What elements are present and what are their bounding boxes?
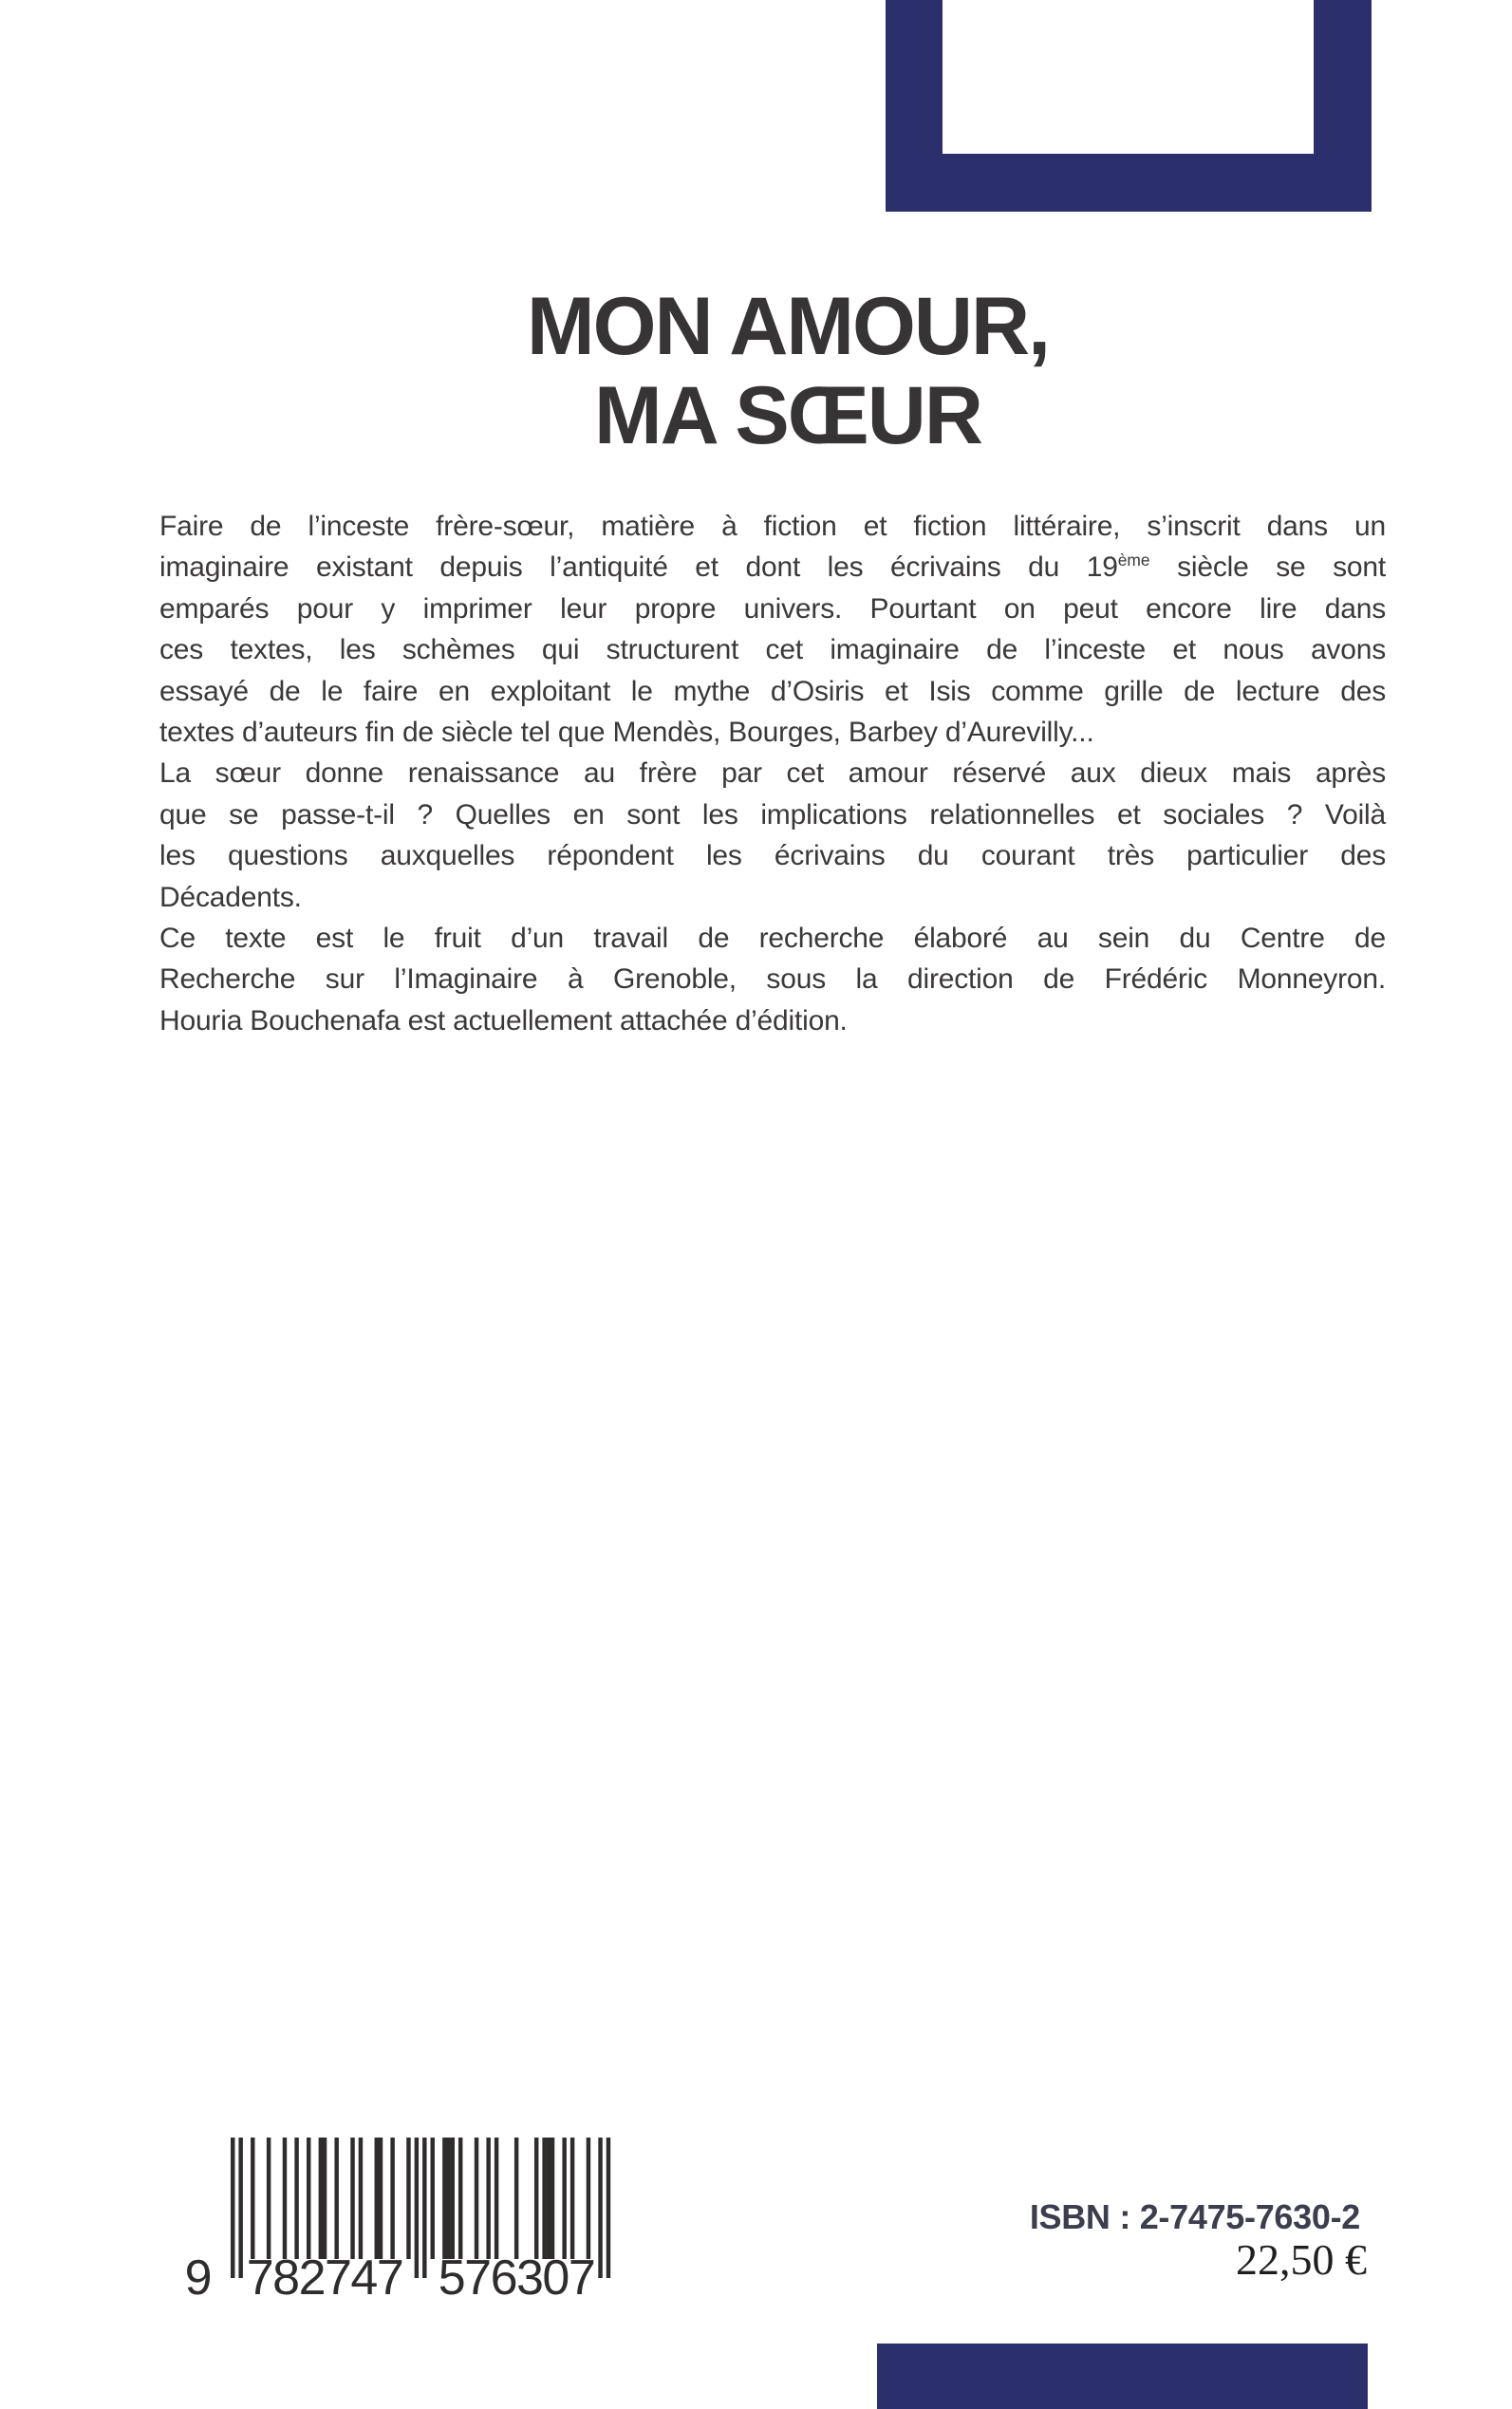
synopsis-line: que se passe-t-il ? Quelles en sont les implications relationnelles et sociales ? Voilà xyxy=(159,798,1386,831)
barcode-bar xyxy=(547,2138,551,2259)
barcode-lead-digit: 9 xyxy=(184,2250,211,2306)
barcode-bar xyxy=(542,2138,546,2259)
barcode-bar xyxy=(406,2138,410,2259)
barcode-bar xyxy=(534,2138,538,2259)
synopsis-line: Recherche sur l’Imaginaire à Grenoble, sous la direction de Frédéric Monneyron. xyxy=(159,963,1386,996)
barcode-bar xyxy=(415,2138,419,2278)
barcode-bar xyxy=(267,2138,271,2259)
synopsis-line: ces textes, les schèmes qui structurent cet imaginaire de l’inceste et nous avons xyxy=(159,634,1386,666)
barcode-bar xyxy=(486,2138,490,2259)
barcode-bar xyxy=(294,2138,298,2259)
barcode-bar xyxy=(458,2138,462,2259)
barcode-bar xyxy=(379,2138,383,2259)
barcode-bar xyxy=(587,2138,590,2259)
superscript-ordinal: ème xyxy=(1117,551,1150,570)
book-title-line2: MA SŒUR xyxy=(593,370,982,461)
barcode-bar xyxy=(431,2138,435,2259)
synopsis-line: Décadents. xyxy=(159,881,302,913)
barcode-right-digits: 576307 xyxy=(438,2250,595,2306)
barcode-bar xyxy=(607,2138,610,2278)
barcode-bar xyxy=(422,2138,426,2278)
barcode-bar xyxy=(442,2138,446,2259)
barcode-bar xyxy=(283,2138,287,2259)
barcode-bar xyxy=(562,2138,566,2259)
barcode-bar xyxy=(551,2138,554,2259)
barcode-bar xyxy=(570,2138,574,2259)
synopsis-line: La sœur donne renaissance au frère par cet amour réservé aux dieux mais après xyxy=(159,757,1386,790)
barcode-bar xyxy=(231,2138,234,2278)
barcode-bar xyxy=(375,2138,379,2259)
book-title-line1: MON AMOUR, xyxy=(526,281,1050,372)
barcode-bar xyxy=(323,2138,327,2259)
synopsis-line: les questions auxquelles répondent les écrivains du courant très particulier des xyxy=(159,840,1386,872)
synopsis-line: Faire de l’inceste frère-sœur, matière à fiction et fiction littéraire, s’inscrit dans un xyxy=(159,511,1386,542)
barcode-bar xyxy=(350,2138,354,2259)
barcode-left-digits: 782747 xyxy=(246,2250,403,2306)
barcode-bar xyxy=(334,2138,338,2259)
barcode-bar xyxy=(446,2138,450,2259)
synopsis-line: emparés pour y imprimer leur propre univers. Pourtant on peut encore lire dans xyxy=(159,592,1386,625)
synopsis-line: Houria Bouchenafa est actuellement attachée d’édition. xyxy=(159,1004,848,1036)
barcode-bar xyxy=(475,2138,478,2259)
book-title xyxy=(161,282,1414,460)
synopsis-line: imaginaire existant depuis l’antiquité et dont les écrivains du 19ème siècle se sont xyxy=(159,551,1386,584)
barcode-bar xyxy=(359,2138,363,2259)
top-frame-bottom-bar xyxy=(886,154,1372,212)
synopsis-line: Ce texte est le fruit d’un travail de recherche élaboré au sein du Centre de xyxy=(159,922,1386,954)
barcode-bar xyxy=(390,2138,394,2259)
barcode-bar xyxy=(451,2138,455,2259)
price-text: 22,50 € xyxy=(1236,2235,1367,2284)
isbn-text: ISBN : 2-7475-7630-2 xyxy=(1029,2197,1360,2236)
barcode-bar xyxy=(251,2138,254,2259)
synopsis-line: essayé de le faire en exploitant le mythe d’Osiris et Isis comme grille de lecture des xyxy=(159,675,1386,707)
synopsis xyxy=(159,506,1386,1041)
barcode-bar xyxy=(495,2138,498,2259)
bottom-frame-bar xyxy=(877,2344,1368,2409)
barcode-bar xyxy=(514,2138,518,2259)
barcode-bar xyxy=(307,2138,310,2259)
synopsis-line: textes d’auteurs fin de siècle tel que Mendès, Bourges, Barbey d’Aurevilly... xyxy=(159,716,1094,748)
barcode-bar xyxy=(319,2138,323,2259)
